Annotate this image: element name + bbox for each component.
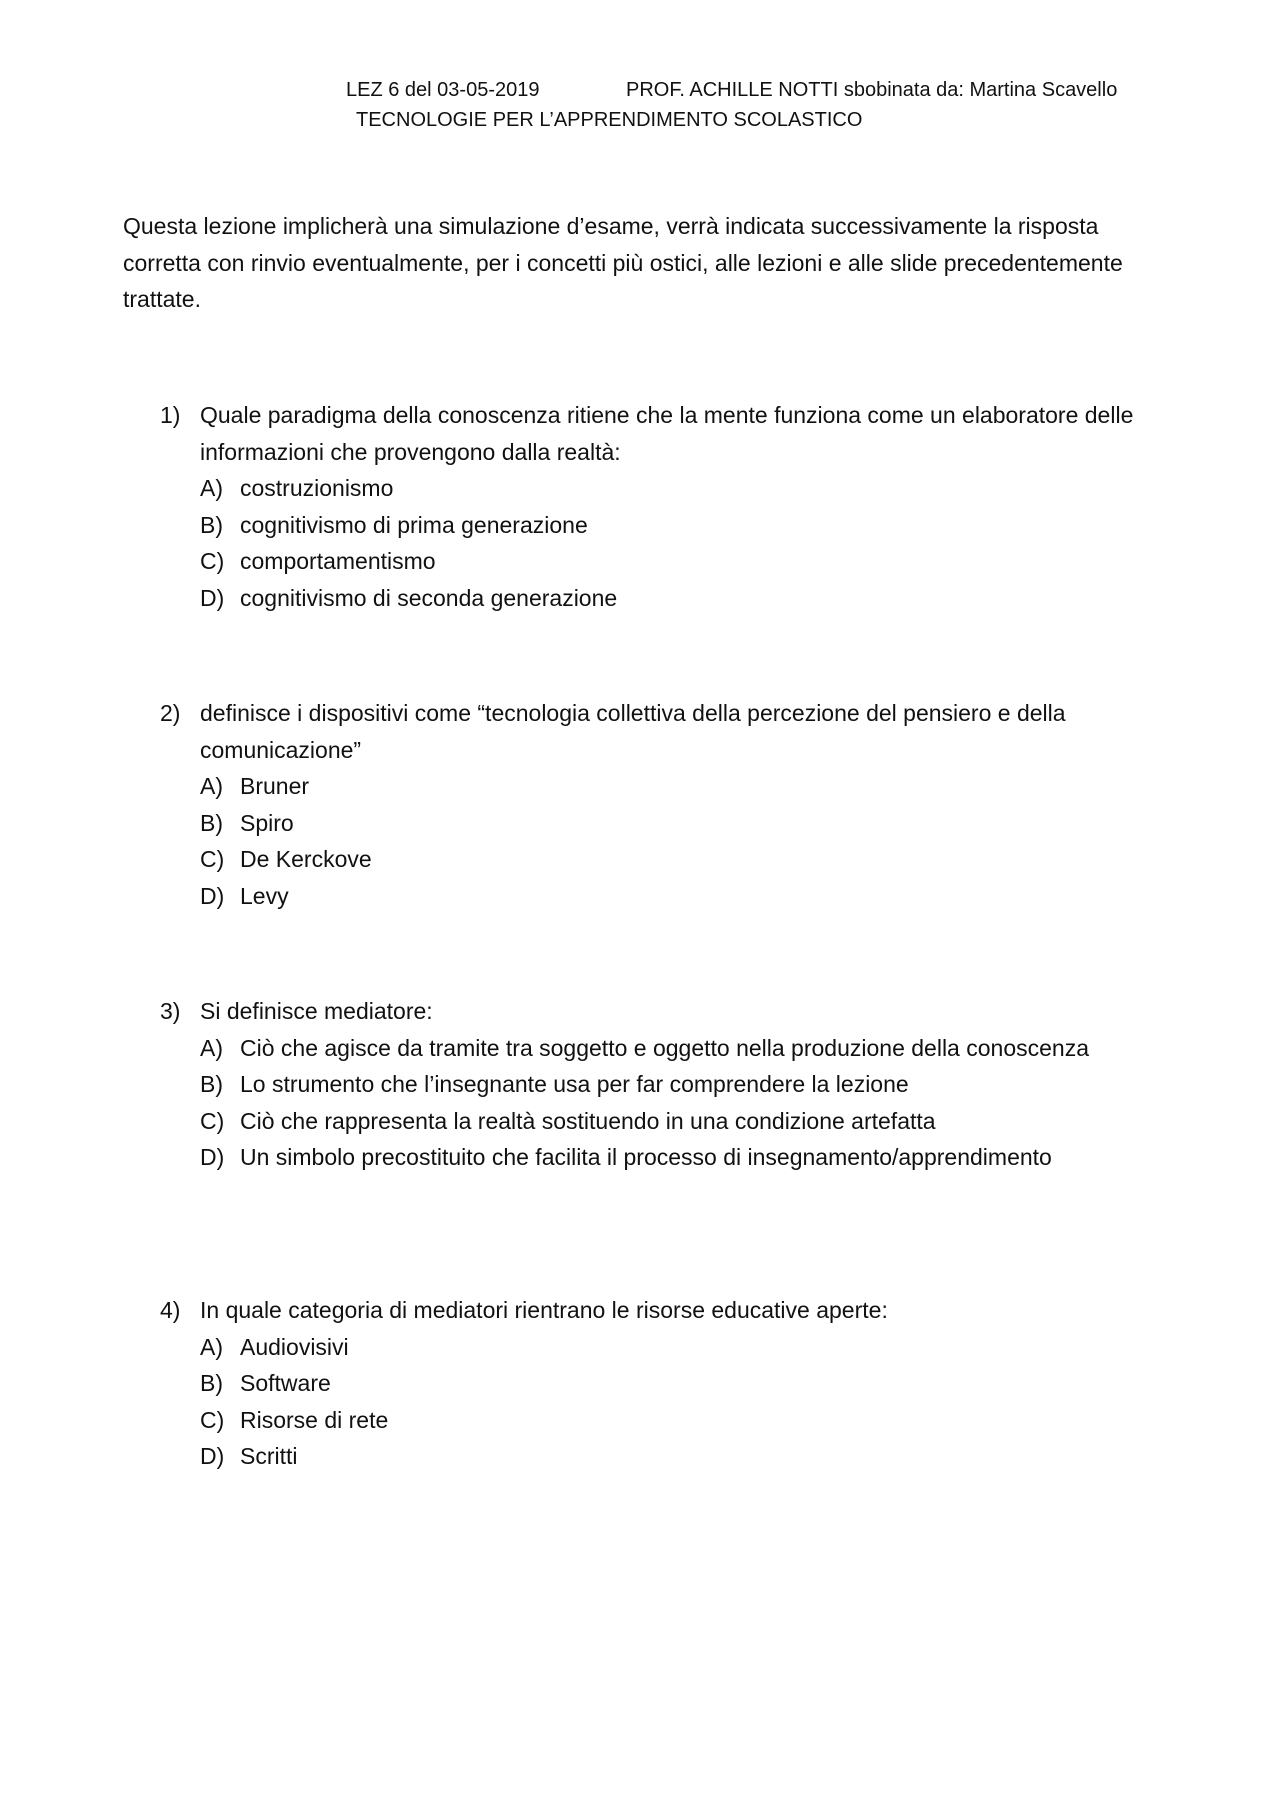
option-letter: D) <box>200 882 225 909</box>
option-d <box>200 1139 1150 1176</box>
option-text: De Kerckove <box>240 846 372 872</box>
option-text: Un simbolo precostituito che facilita il processo di insegnamento/apprendimento <box>240 1144 1052 1170</box>
option-b <box>200 507 1150 544</box>
option-letter: A) <box>200 1333 223 1360</box>
option-text: Lo strumento che l’insegnante usa per far comprendere la lezione <box>240 1071 909 1097</box>
option-text: Scritti <box>240 1443 298 1469</box>
option-letter: C) <box>200 548 225 574</box>
option-text: Audiovisivi <box>240 1333 349 1360</box>
option-d <box>200 878 1150 915</box>
option-b <box>200 805 1150 842</box>
option-a <box>200 1030 1150 1067</box>
question-4 <box>160 1292 1150 1475</box>
option-a <box>200 1329 1150 1366</box>
question-2 <box>160 695 1150 914</box>
option-letter: B) <box>200 1071 223 1097</box>
option-text: Bruner <box>240 773 310 799</box>
option-d <box>200 580 1150 617</box>
option-text: Spiro <box>240 809 294 836</box>
option-d <box>200 1438 1150 1475</box>
option-text: cognitivismo di prima generazione <box>240 511 588 538</box>
option-text: Software <box>240 1370 331 1396</box>
lecture-date: LEZ 6 del 03-05-2019 <box>346 79 540 101</box>
question-text: In quale categoria di mediatori rientrano le risorse educative aperte: <box>200 1297 888 1323</box>
option-list <box>160 768 1150 914</box>
option-letter: D) <box>200 1144 225 1170</box>
question-3 <box>160 993 1150 1176</box>
option-letter: C) <box>200 846 225 872</box>
header-lecture-line <box>346 78 1118 102</box>
option-text: Ciò che agisce da tramite tra soggetto e oggetto nella produzione della conoscenza <box>240 1034 1089 1061</box>
question-text: definisce i dispositivi come “tecnologia collettiva della percezione del pensiero e della comunicazione” <box>200 700 1066 763</box>
option-c <box>200 1402 1150 1439</box>
option-c <box>200 543 1150 580</box>
option-text: cognitivismo di seconda generazione <box>240 584 618 611</box>
option-list <box>160 470 1150 616</box>
option-b <box>200 1066 1150 1103</box>
option-letter: D) <box>200 1443 225 1469</box>
question-number: 4) <box>160 1297 181 1323</box>
option-letter: C) <box>200 1107 225 1134</box>
option-list <box>160 1030 1150 1176</box>
option-text: Levy <box>240 882 289 909</box>
option-text: Risorse di rete <box>240 1406 389 1433</box>
option-b <box>200 1365 1150 1402</box>
option-letter: A) <box>200 773 223 799</box>
option-text: comportamentismo <box>240 548 436 574</box>
option-letter: B) <box>200 511 223 538</box>
option-letter: B) <box>200 1370 223 1396</box>
option-text: costruzionismo <box>240 475 394 501</box>
option-letter: D) <box>200 584 225 611</box>
option-a <box>200 768 1150 805</box>
option-c <box>200 841 1150 878</box>
course-title: TECNOLOGIE PER L’APPRENDIMENTO SCOLASTICO <box>356 109 863 131</box>
question-number: 3) <box>160 998 181 1024</box>
option-text: Ciò che rappresenta la realtà sostituendo in una condizione artefatta <box>240 1107 936 1134</box>
option-letter: A) <box>200 475 223 501</box>
question-text: Quale paradigma della conoscenza ritiene che la mente funziona come un elaboratore delle informazioni che provengono dalla realtà: <box>200 402 1134 465</box>
professor-line: PROF. ACHILLE NOTTI sbobinata da: Martina Scavello <box>626 79 1118 101</box>
option-list <box>160 1329 1150 1475</box>
intro-text: Questa lezione implicherà una simulazione d’esame, verrà indicata successivamente la risposta corretta con rinvio eventualmente, per i concetti più ostici, alle lezioni e alle slide precedentemente trattate. <box>123 213 1123 312</box>
option-c <box>200 1103 1150 1140</box>
option-letter: C) <box>200 1406 225 1433</box>
question-number: 2) <box>160 700 181 726</box>
option-letter: B) <box>200 809 223 836</box>
question-number: 1) <box>160 402 181 428</box>
option-letter: A) <box>200 1034 223 1061</box>
question-1 <box>160 397 1150 616</box>
intro-paragraph <box>123 208 1143 318</box>
question-text: Si definisce mediatore: <box>200 998 433 1024</box>
option-a <box>200 470 1150 507</box>
